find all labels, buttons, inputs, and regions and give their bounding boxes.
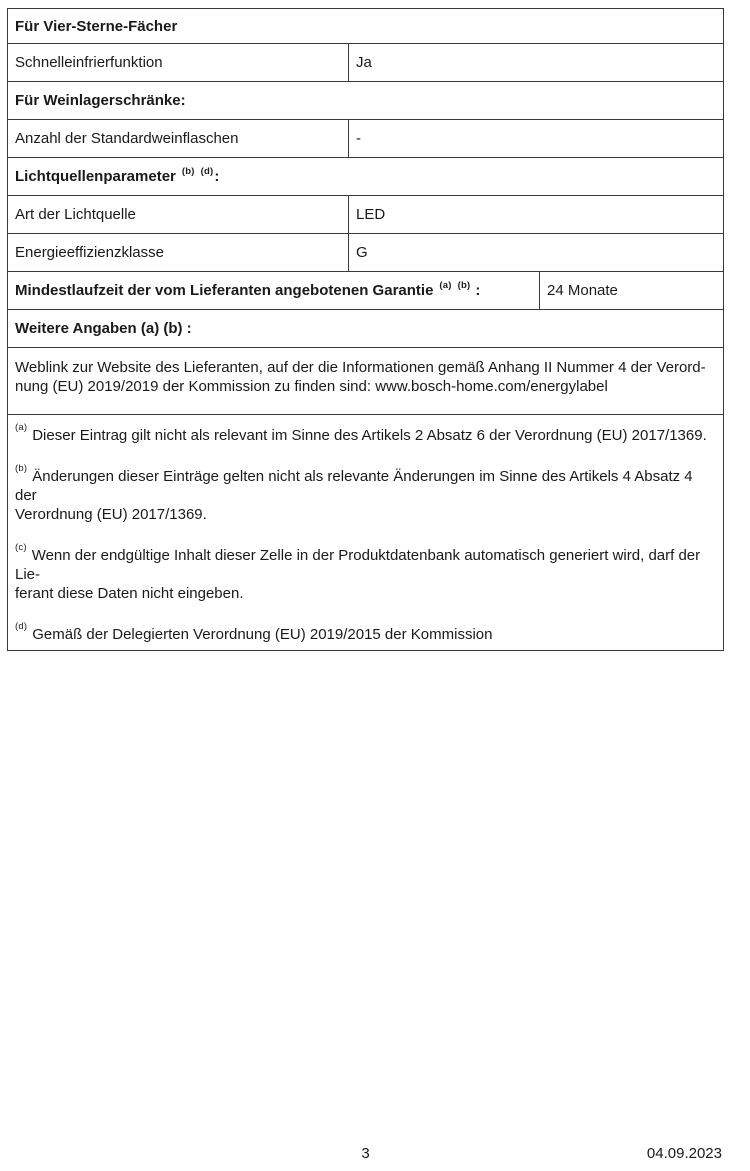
table-row: [8, 415, 723, 650]
row-label-light-type: Art der Lichtquelle: [8, 196, 349, 233]
section-header-four-star: Für Vier-Sterne-Fächer: [15, 17, 178, 35]
row-value-fast-freeze: Ja: [356, 54, 372, 71]
footnote-a-marker: (a): [15, 422, 28, 433]
footnote-b-marker: (b): [15, 463, 28, 474]
table-row: [8, 44, 723, 82]
footer-date: 04.09.2023: [646, 1145, 722, 1162]
row-value-light-type: LED: [356, 206, 386, 223]
row-value-warranty: 24 Monate: [547, 282, 618, 299]
light-header-title: Lichtquellenparameter: [15, 168, 176, 185]
row-label-energy-class: Energieeffizienzklasse: [8, 234, 349, 271]
footnote-b: [15, 463, 716, 524]
footnote-c-text: Wenn der endgültige Inhalt dieser Zelle in der Produktdatenbank automatisch generiert wird, darf der Lie- ferant diese Daten nicht eingeben.: [15, 547, 701, 602]
row-value-wine-bottles: -: [356, 130, 361, 147]
page-number: 3: [361, 1145, 370, 1162]
row-label-wine-bottles: Anzahl der Standardweinflaschen: [8, 120, 349, 157]
footnote-d-marker: (d): [15, 621, 28, 632]
table-row: [8, 196, 723, 234]
footnotes-block: [8, 415, 723, 650]
footnote-d: [15, 621, 716, 644]
row-label-fast-freeze: Schnelleinfrierfunktion: [8, 44, 349, 81]
footnote-c-marker: (c): [15, 542, 27, 553]
warranty-label-colon: :: [475, 282, 481, 299]
page-footer: [7, 1145, 724, 1163]
table-row: [8, 120, 723, 158]
table-row: [8, 310, 723, 348]
row-value-energy-class: G: [356, 244, 368, 261]
footnote-b-text: Änderungen dieser Einträge gelten nicht als relevante Änderungen im Sinne des Artikels 4 Absatz 4 der Verordnung (EU) 2017/1369.: [15, 468, 693, 523]
light-header-colon: :: [214, 168, 220, 185]
footnote-c: [15, 542, 716, 603]
table-row: [8, 234, 723, 272]
supplier-weblink-text: Weblink zur Website des Lieferanten, auf der die Informationen gemäß Anhang II Nummer 4 der Verord- nung (EU) 2019/2019 der Kommission zu finden sind: www.bosch-home.com/energylabel: [15, 359, 706, 395]
section-header-wine: Für Weinlagerschränke:: [15, 92, 186, 109]
section-header-more-info: Weitere Angaben (a) (b) :: [15, 320, 192, 337]
footnote-a-text: Dieser Eintrag gilt nicht als relevant im Sinne des Artikels 2 Absatz 6 der Verordnung (EU) 2017/1369.: [32, 427, 707, 444]
table-row: [8, 348, 723, 415]
table-row: [8, 158, 723, 196]
product-data-table: [7, 8, 724, 651]
section-header-light-source: [8, 158, 723, 195]
table-row: [8, 82, 723, 120]
table-row: [8, 9, 723, 44]
warranty-label-text: Mindestlaufzeit der vom Lieferanten angebotenen Garantie: [15, 282, 434, 299]
row-label-warranty: [8, 272, 540, 309]
footnote-a: [15, 422, 716, 445]
footnote-ref-a: (a): [439, 280, 452, 291]
footnote-d-text: Gemäß der Delegierten Verordnung (EU) 2019/2015 der Kommission: [32, 626, 493, 643]
footnote-ref-b: (b): [457, 280, 471, 291]
footnote-ref-d: (d): [200, 166, 214, 177]
footnote-ref-b: (b): [181, 166, 195, 177]
table-row: [8, 272, 723, 310]
